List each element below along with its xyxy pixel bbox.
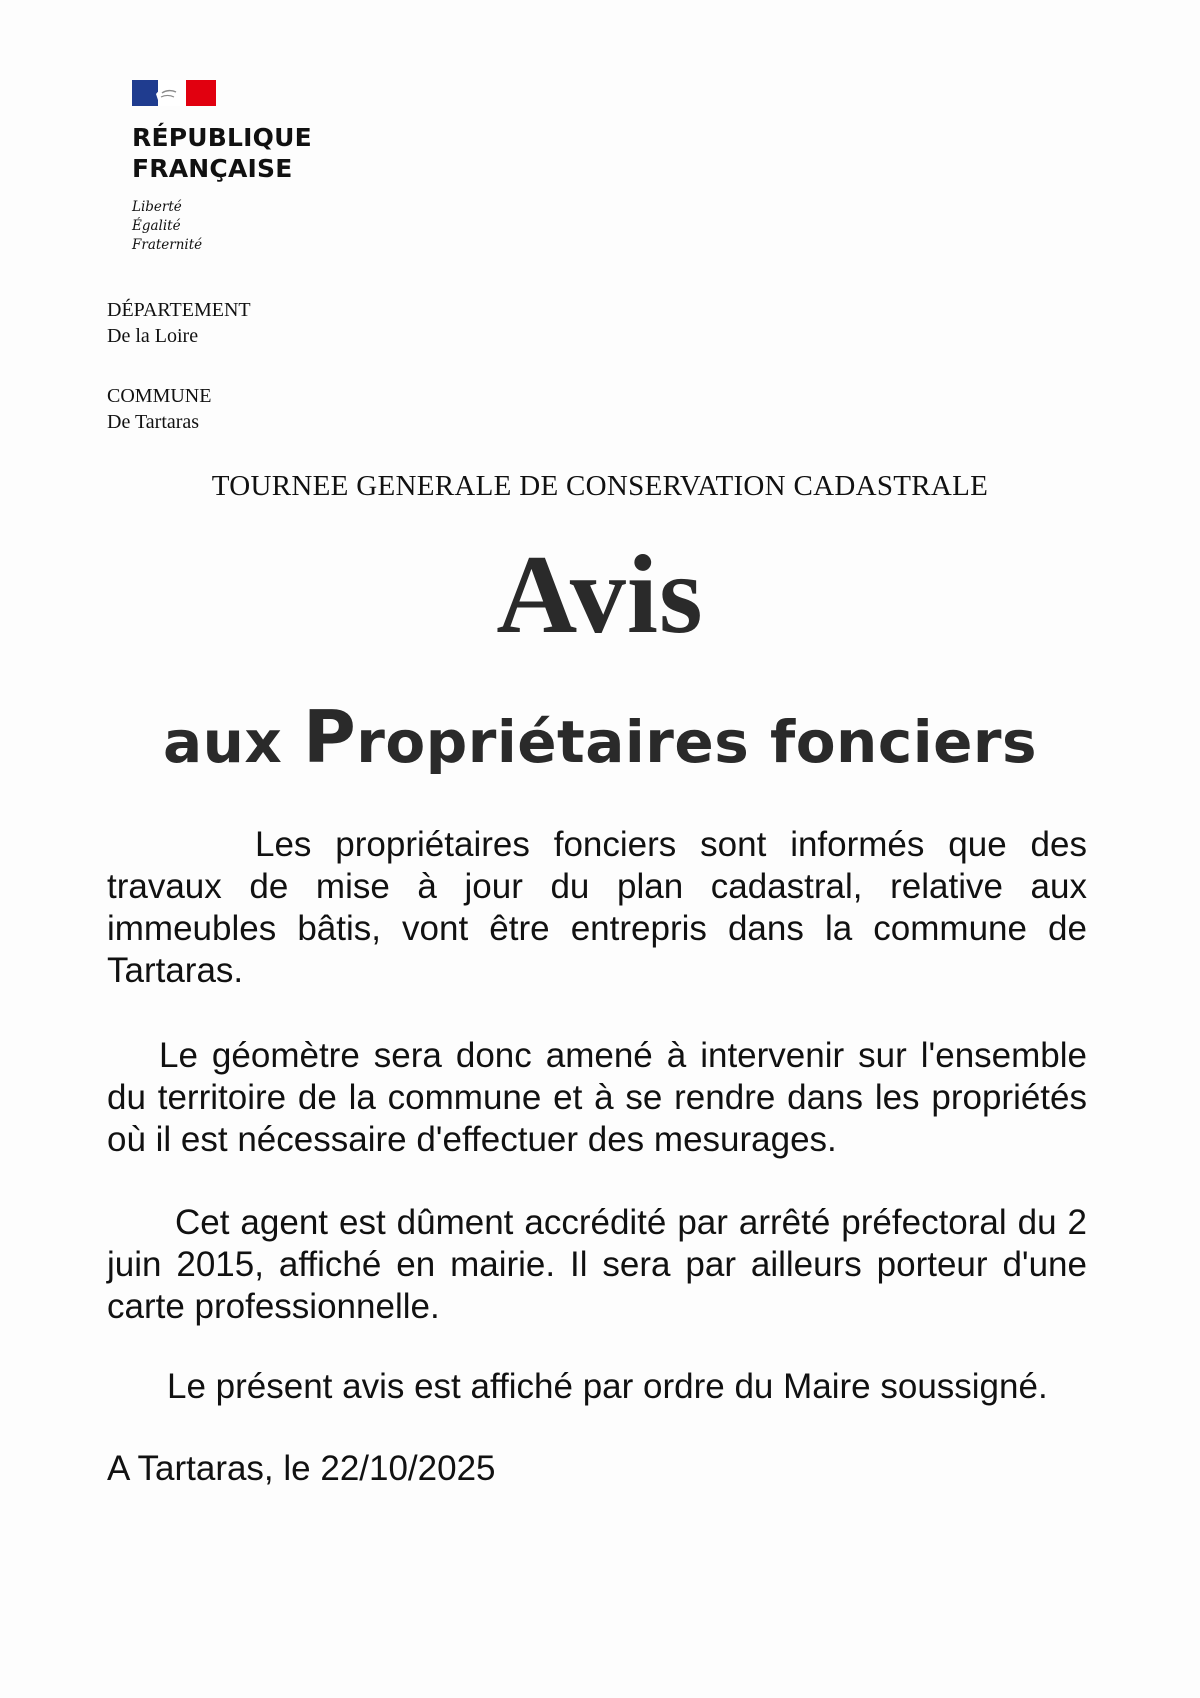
body-paragraph-2: Le géomètre sera donc amené à intervenir sur l'ensemble du territoire de la commune et à se rendre dans les propriétés où il est nécessaire d'effectuer des mesurages. [107,1036,1087,1159]
heading-initial: P [302,695,357,779]
republic-motto [132,198,392,255]
notice-heading [0,695,1200,779]
place-and-date: A Tartaras, le 22/10/2025 [107,1449,496,1488]
republic-name-line1: RÉPUBLIQUE [132,123,312,152]
motto-fraternite: Fraternité [132,237,203,253]
republique-francaise-logo [132,76,392,255]
notice-title: Avis [496,533,704,657]
republic-name [132,122,392,184]
body-paragraph-1: Les propriétaires fonciers sont informés que des travaux de mise à jour du plan cadastral, relative aux immeubles bâtis, vont être entrepris dans la commune de Tartaras. [107,825,1087,990]
marianne-flag-icon [132,76,216,110]
motto-liberte: Liberté [132,199,182,215]
commune-name: De Tartaras [107,411,200,433]
heading-rest: ropriétaires fonciers [356,708,1038,776]
commune-label: COMMUNE [107,385,212,407]
republic-name-line2: FRANÇAISE [132,154,293,183]
body-paragraph-4: Le présent avis est affiché par ordre du Maire soussigné. [167,1367,1048,1406]
commune-block [107,383,211,435]
heading-prefix: aux [162,708,303,776]
department-block [107,297,251,349]
department-label: DÉPARTEMENT [107,299,251,321]
department-name: De la Loire [107,325,199,347]
motto-egalite: Égalité [132,218,181,234]
notice-subtitle: TOURNEE GENERALE DE CONSERVATION CADASTRALE [211,470,989,502]
body-paragraph-3: Cet agent est dûment accrédité par arrêté préfectoral du 2 juin 2015, affiché en mairie. Il sera par ailleurs porteur d'une carte professionnelle. [107,1203,1087,1326]
